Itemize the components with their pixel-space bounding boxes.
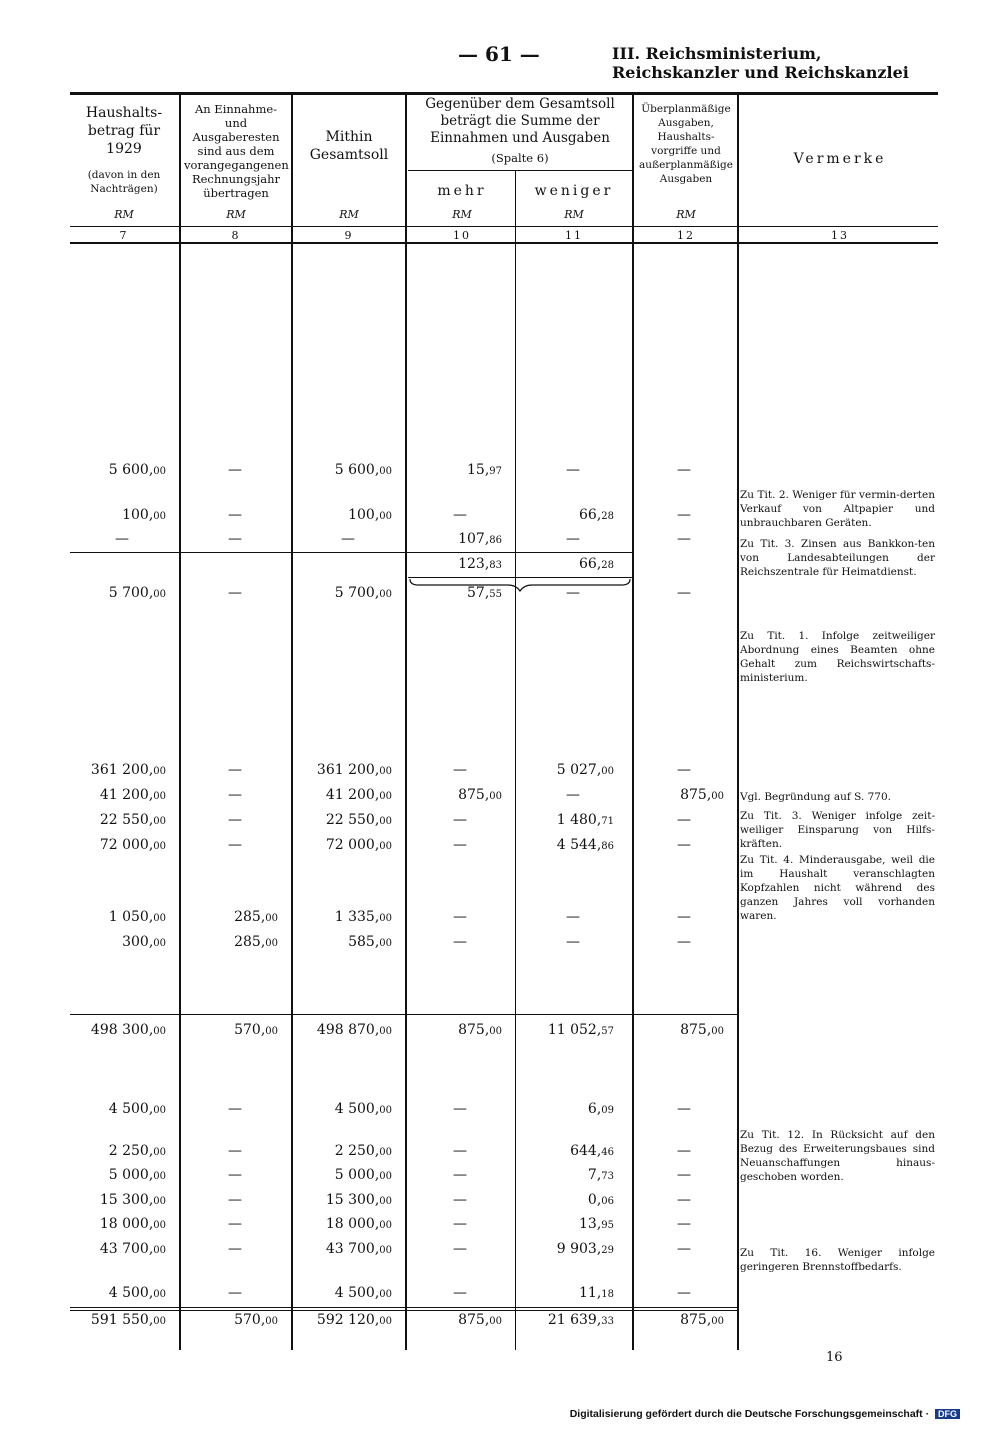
column-divider xyxy=(737,92,739,1350)
table-cell: 592 120,00 xyxy=(316,1312,392,1328)
table-cell: 1 335,00 xyxy=(334,909,392,925)
table-cell: 361 200,00 xyxy=(316,762,392,778)
table-cell: 5 600,00 xyxy=(108,462,166,478)
table-cell: — xyxy=(566,462,580,478)
table-cell: — xyxy=(228,1241,242,1257)
table-cell: 11,18 xyxy=(579,1285,614,1301)
table-cell: — xyxy=(566,934,580,950)
unit-label: RM xyxy=(564,208,584,221)
note-text: Zu Tit. 2. Weniger für vermin-derten Verkauf von Altpapier und unbrauchbaren Geräten. xyxy=(740,489,935,529)
table-cell: 41 200,00 xyxy=(325,787,392,803)
table-cell: 2 250,00 xyxy=(108,1143,166,1159)
table-cell: 285,00 xyxy=(234,934,278,950)
table-cell: — xyxy=(453,837,467,853)
table-cell: — xyxy=(677,1285,691,1301)
table-cell: — xyxy=(566,585,580,601)
table-cell: 498 300,00 xyxy=(90,1022,166,1038)
table-cell: 13,95 xyxy=(579,1216,614,1232)
table-cell: 41 200,00 xyxy=(99,787,166,803)
table-cell: — xyxy=(228,837,242,853)
table-cell: — xyxy=(566,531,580,547)
col10-header: mehr xyxy=(437,183,487,199)
table-cell: 2 250,00 xyxy=(334,1143,392,1159)
table-cell: — xyxy=(677,462,691,478)
table-cell: 875,00 xyxy=(680,787,724,803)
table-cell: — xyxy=(677,1216,691,1232)
table-cell: — xyxy=(228,1285,242,1301)
table-cell: — xyxy=(453,507,467,523)
column-number: 11 xyxy=(565,229,583,242)
table-cell: — xyxy=(677,1167,691,1183)
table-cell: — xyxy=(566,909,580,925)
table-cell: 1 050,00 xyxy=(108,909,166,925)
table-cell: 1 480,71 xyxy=(556,812,614,828)
column-divider xyxy=(179,92,181,1350)
table-cell: 5 027,00 xyxy=(556,762,614,778)
table-cell: 591 550,00 xyxy=(90,1312,166,1328)
note-text: Zu Tit. 4. Minderausgabe, weil die im Haushalt veranschlagten Kopfzahlen nicht während des ganzen Jahres voll vorhanden waren. xyxy=(740,854,935,922)
unit-label: RM xyxy=(226,208,246,221)
table-cell: 5 000,00 xyxy=(108,1167,166,1183)
table-cell: 570,00 xyxy=(234,1312,278,1328)
table-cell: 644,46 xyxy=(570,1143,614,1159)
table-cell: — xyxy=(677,1101,691,1117)
col7-subheader: (davon in den Nachträgen) xyxy=(87,169,161,195)
table-cell: — xyxy=(453,1216,467,1232)
table-cell: 9 903,29 xyxy=(556,1241,614,1257)
table-cell: — xyxy=(453,909,467,925)
table-cell: 875,00 xyxy=(680,1312,724,1328)
table-cell: — xyxy=(566,787,580,803)
table-cell: 57,55 xyxy=(467,585,502,601)
table-cell: 4 544,86 xyxy=(556,837,614,853)
table-cell: — xyxy=(677,934,691,950)
footer-credit xyxy=(570,1408,960,1420)
table-cell: — xyxy=(228,531,242,547)
table-cell: 5 600,00 xyxy=(334,462,392,478)
table-cell: — xyxy=(677,909,691,925)
table-cell: — xyxy=(453,762,467,778)
col13-header: Vermerke xyxy=(793,151,887,167)
table-cell: 285,00 xyxy=(234,909,278,925)
table-cell: — xyxy=(677,1192,691,1208)
column-number: 7 xyxy=(119,229,129,242)
table-cell: — xyxy=(677,507,691,523)
table-cell: — xyxy=(677,1143,691,1159)
table-cell: 18 000,00 xyxy=(99,1216,166,1232)
table-cell: 875,00 xyxy=(458,1312,502,1328)
table-cell: — xyxy=(453,1167,467,1183)
table-cell: 107,86 xyxy=(458,531,502,547)
table-cell: 498 870,00 xyxy=(316,1022,392,1038)
note-text: Zu Tit. 3. Weniger infolge zeit-weiliger Einsparung von Hilfs-kräften. xyxy=(740,810,935,850)
note-text: Zu Tit. 16. Weniger infolge geringeren Brennstoffbedarfs. xyxy=(740,1247,935,1273)
col9-header: Mithin Gesamtsoll xyxy=(309,129,389,163)
table-cell: — xyxy=(228,462,242,478)
table-cell: — xyxy=(453,1143,467,1159)
table-cell: 6,09 xyxy=(587,1101,614,1117)
table-cell: 22 550,00 xyxy=(325,812,392,828)
table-cell: 875,00 xyxy=(458,787,502,803)
table-cell: 43 700,00 xyxy=(99,1241,166,1257)
table-cell: 15 300,00 xyxy=(325,1192,392,1208)
subheader-rule xyxy=(408,170,632,171)
table-cell: 66,28 xyxy=(579,556,614,572)
top-rule xyxy=(70,92,938,95)
table-cell: 4 500,00 xyxy=(334,1101,392,1117)
table-cell: — xyxy=(453,1192,467,1208)
column-divider xyxy=(291,92,293,1350)
table-cell: — xyxy=(677,1241,691,1257)
section-title: III. Reichsministerium, Reichskanzler und Reichskanzlei xyxy=(612,44,909,82)
page-number: — 61 — xyxy=(458,42,540,66)
total-rule xyxy=(70,1307,738,1308)
table-cell: 100,00 xyxy=(122,507,166,523)
column-divider xyxy=(515,170,516,1350)
column-number: 12 xyxy=(677,229,695,242)
table-cell: — xyxy=(115,531,129,547)
table-cell: 7,73 xyxy=(587,1167,614,1183)
unit-label: RM xyxy=(339,208,359,221)
table-cell: 18 000,00 xyxy=(325,1216,392,1232)
dfg-logo: DFG xyxy=(935,1409,960,1419)
total-rule xyxy=(70,1310,738,1311)
table-cell: 570,00 xyxy=(234,1022,278,1038)
note-text: Zu Tit. 3. Zinsen aus Bankkon-ten von Landesabteilungen der Reichszentrale für Heimatdienst. xyxy=(740,538,935,578)
column-divider xyxy=(405,92,407,1350)
table-cell: — xyxy=(453,1101,467,1117)
table-cell: — xyxy=(677,812,691,828)
table-cell: 15,97 xyxy=(467,462,502,478)
table-cell: — xyxy=(453,1285,467,1301)
table-cell: 21 639,33 xyxy=(547,1312,614,1328)
unit-label: RM xyxy=(114,208,134,221)
table-cell: 100,00 xyxy=(348,507,392,523)
col12-header: Überplanmäßige Ausgaben, Haushalts-vorgriffe und außerplanmäßige Ausgaben xyxy=(639,103,733,185)
brace xyxy=(408,577,632,593)
table-cell: — xyxy=(228,1216,242,1232)
table-cell: 43 700,00 xyxy=(325,1241,392,1257)
table-cell: 11 052,57 xyxy=(547,1022,614,1038)
table-cell: — xyxy=(228,812,242,828)
column-number: 10 xyxy=(453,229,471,242)
table-cell: — xyxy=(453,934,467,950)
table-cell: 5 700,00 xyxy=(108,585,166,601)
subtotal-rule xyxy=(70,552,634,553)
table-cell: — xyxy=(228,585,242,601)
table-cell: 4 500,00 xyxy=(334,1285,392,1301)
table-cell: — xyxy=(677,585,691,601)
table-cell: 4 500,00 xyxy=(108,1101,166,1117)
col8-header: An Einnahme- und Ausgaberesten sind aus dem vorangegangenen Rechnungsjahr übertragen xyxy=(184,102,289,200)
table-cell: 5 700,00 xyxy=(334,585,392,601)
table-cell: 0,06 xyxy=(587,1192,614,1208)
table-cell: — xyxy=(228,1101,242,1117)
column-number: 8 xyxy=(231,229,241,242)
table-cell: — xyxy=(453,1241,467,1257)
page-mark: 16 xyxy=(826,1350,843,1365)
table-cell: — xyxy=(453,812,467,828)
note-text: Zu Tit. 1. Infolge zeitweiliger Abordnung eines Beamten ohne Gehalt zum Reichswirtschafts-ministerium. xyxy=(740,630,935,684)
total-rule xyxy=(70,1014,738,1015)
table-cell: 875,00 xyxy=(458,1022,502,1038)
table-cell: 123,83 xyxy=(458,556,502,572)
table-cell: 4 500,00 xyxy=(108,1285,166,1301)
table-cell: — xyxy=(228,1143,242,1159)
column-number: 13 xyxy=(831,229,849,242)
column-divider xyxy=(632,92,634,1350)
note-text: Zu Tit. 12. In Rücksicht auf den Bezug des Erweiterungsbaues sind Neuanschaffungen hinaus-geschoben worden. xyxy=(740,1129,935,1183)
table-cell: 585,00 xyxy=(348,934,392,950)
col11-header: weniger xyxy=(534,183,614,199)
table-cell: 15 300,00 xyxy=(99,1192,166,1208)
col10-11-subheader: (Spalte 6) xyxy=(491,151,549,165)
table-cell: — xyxy=(228,507,242,523)
note-text: Vgl. Begründung auf S. 770. xyxy=(740,791,891,803)
table-cell: 5 000,00 xyxy=(334,1167,392,1183)
table-cell: 72 000,00 xyxy=(99,837,166,853)
col7-header: Haushalts-betrag für 1929 xyxy=(85,105,163,157)
table-cell: — xyxy=(677,837,691,853)
table-cell: — xyxy=(228,1167,242,1183)
table-cell: — xyxy=(677,762,691,778)
header-rule-2 xyxy=(70,242,938,244)
col10-11-header: Gegenüber dem Gesamtsoll beträgt die Summe der Einnahmen und Ausgaben xyxy=(425,96,615,146)
table-cell: 22 550,00 xyxy=(99,812,166,828)
table-cell: — xyxy=(228,762,242,778)
table-cell: 300,00 xyxy=(122,934,166,950)
table-cell: 875,00 xyxy=(680,1022,724,1038)
table-cell: 72 000,00 xyxy=(325,837,392,853)
table-cell: — xyxy=(228,787,242,803)
unit-label: RM xyxy=(676,208,696,221)
table-cell: — xyxy=(677,531,691,547)
table-cell: — xyxy=(228,1192,242,1208)
column-number: 9 xyxy=(344,229,354,242)
table-cell: 66,28 xyxy=(579,507,614,523)
footer-text: Digitalisierung gefördert durch die Deutsche Forschungsgemeinschaft · xyxy=(569,1408,930,1420)
table-cell: 361 200,00 xyxy=(90,762,166,778)
header-rule-1 xyxy=(70,226,938,227)
table-cell: — xyxy=(341,531,355,547)
unit-label: RM xyxy=(452,208,472,221)
